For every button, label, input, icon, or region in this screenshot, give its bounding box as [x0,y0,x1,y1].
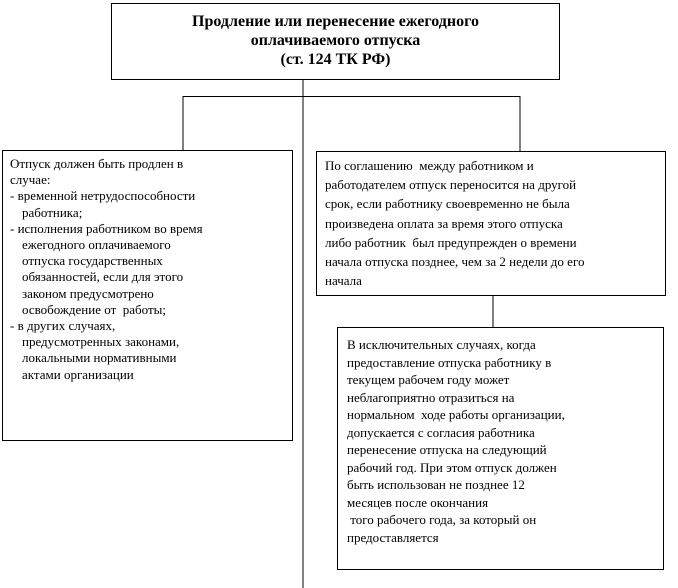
text-line: обязанностей, если для этого [22,269,184,285]
title-line-3: (ст. 124 ТК РФ) [280,51,391,68]
list-item: - в других случаях, [10,318,116,334]
text-line: предоставление отпуска работнику в [347,354,552,370]
text-line: локальными нормативными [22,350,177,366]
text-line: начала отпуска позднее, чем за 2 недели до его [325,254,585,270]
postponement-agreement-box [316,151,666,296]
text-line: актами организации [22,366,134,382]
list-item: - временной нетрудоспособности [10,188,196,204]
title-box [111,3,560,80]
exceptional-cases-box [337,327,664,570]
text-line: начала [325,273,362,289]
text-line: отпуска государственных [22,253,163,269]
text-line: перенесение отпуска на следующий [347,442,547,457]
text-line: освобождение от работы; [22,301,166,317]
text-line: По соглашению между работником и [325,158,534,173]
list-item: - исполнения работником во время [10,220,203,236]
text-line: ежегодного оплачиваемого [22,237,171,253]
text-line: неблагоприятно отразиться на [347,389,515,405]
title-line-2: оплачиваемого отпуска [250,32,421,49]
text-line: случае: [10,172,51,188]
text-line: текущем рабочем году может [347,372,510,387]
text-line: работодателем отпуск переносится на другой [325,177,577,193]
title-line-1: Продление или перенесение ежегодного [192,13,479,30]
text-line: произведена оплата за время этого отпуска [325,215,563,231]
text-line: законом предусмотрено [22,285,154,301]
text-line: предоставляется [347,529,439,545]
text-line: месяцев после окончания [347,494,489,510]
extension-cases-box [2,150,293,441]
text-line: либо работник был предупрежден о времени [325,234,577,250]
text-line: нормальном ходе работы организации, [347,407,565,422]
text-line: предусмотренных законами, [22,334,180,350]
text-line: быть использован не позднее 12 [347,477,525,492]
text-line: работника; [22,204,83,220]
text-line: рабочий год. При этом отпуск должен [347,459,557,475]
text-line: В исключительных случаях, когда [347,337,536,352]
text-line: Отпуск должен быть продлен в [10,156,184,171]
text-line: того рабочего года, за который он [347,512,537,527]
text-line: срок, если работнику своевременно не была [325,196,570,212]
text-line: допускается с согласия работника [347,424,535,440]
